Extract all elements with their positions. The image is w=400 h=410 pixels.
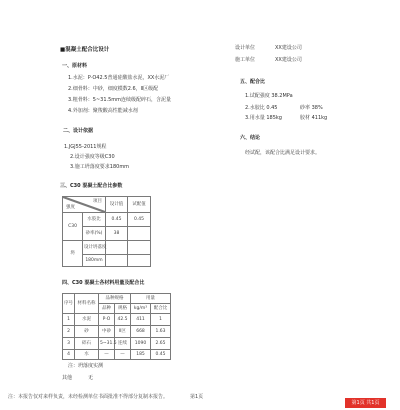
conclusion-heading: 六、结论 [240, 135, 261, 141]
table-header-row [63, 294, 171, 304]
table-header-row [63, 197, 151, 213]
table-cell: 411 [131, 314, 151, 326]
diagonal-header-top: 项目 [93, 199, 102, 204]
group-label-cell: C30 [63, 213, 83, 241]
trial-cell [128, 227, 151, 241]
calculation-line: 2.水胶比 0.45 [245, 105, 278, 111]
basis-heading: 二、设计依据 [63, 128, 94, 134]
table-cell: 水 [75, 350, 99, 360]
column-subheader: kg/m³ [131, 304, 151, 314]
item-cell: 设计坍落度 [83, 241, 106, 255]
table-cell: 42.5 [115, 314, 131, 326]
column-subheader: 配合比 [151, 304, 171, 314]
item-cell: 180mm [83, 255, 106, 267]
trial-cell: 0.45 [128, 213, 151, 227]
table-row [63, 338, 171, 350]
footer-notice: 注：本报告仅对来样负责，未经检测单位书面批准不得部分复制本报告。 [8, 394, 169, 400]
trial-cell [128, 255, 151, 267]
materials-heading: 一、原材料 [62, 63, 88, 69]
table-cell: 1.63 [151, 326, 171, 338]
diagonal-header-cell [63, 197, 106, 213]
table-cell: 3 [63, 338, 75, 350]
column-subheader: 规格 [115, 304, 131, 314]
calculation-line-extra: 胶材 411kg [300, 115, 328, 121]
table-cell: 0.45 [151, 350, 171, 360]
design-cell: 0.45 [106, 213, 128, 227]
table-cell: 1 [151, 314, 171, 326]
materials-table-heading: 四、C30 混凝土各材料用量及配合比 [62, 280, 145, 286]
item-cell: 砂率(%) [83, 227, 106, 241]
table-row [63, 314, 171, 326]
column-header: 用量 [131, 294, 171, 304]
materials-item: 4.外加剂：聚羧酸高性能减水剂 [68, 108, 138, 114]
table-note: 注：坍落度实测 [68, 363, 104, 369]
column-header: 试配值 [128, 197, 151, 213]
trial-cell [128, 241, 151, 255]
mix-parameters-table [62, 196, 151, 267]
basis-item: 3.施工坍落度要求180mm [70, 164, 130, 170]
other-value: 无 [88, 375, 94, 381]
party-value: XX建设公司 [275, 45, 302, 51]
table-cell: Ⅱ区 [115, 326, 131, 338]
table-cell: 1 [63, 314, 75, 326]
table-cell: 中砂 [99, 326, 115, 338]
group-label-cell: 坍 [63, 241, 83, 267]
table-row [63, 213, 151, 227]
table-cell: 碎石 [75, 338, 99, 350]
table-cell: — [115, 350, 131, 360]
design-cell: 38 [106, 227, 128, 241]
column-subheader: 品种 [99, 304, 115, 314]
table-row [63, 326, 171, 338]
design-cell [106, 255, 128, 267]
table-row [63, 350, 171, 360]
party-label: 施工单位 [235, 57, 256, 63]
materials-item: 2.细骨料：中砂，细度模数2.6，Ⅱ区级配 [68, 86, 159, 92]
footer-page-number: 第1页 [190, 394, 204, 400]
table-row [63, 241, 151, 255]
column-header: 材料名称 [75, 294, 99, 314]
diagonal-header-bottom: 强度 [66, 205, 75, 210]
calculation-heading: 五、配合比 [240, 79, 266, 85]
table-cell: 185 [131, 350, 151, 360]
table-cell: 砂 [75, 326, 99, 338]
materials-item: 3.粗骨料：5~31.5mm连续级配碎石，含泥量 [68, 97, 172, 103]
materials-dosage-table [62, 293, 171, 360]
table-cell: P·O [99, 314, 115, 326]
table-cell: 水泥 [75, 314, 99, 326]
mix-parameters-heading: 三、C30 混凝土配合比参数 [60, 183, 123, 189]
materials-item: 1.水泥：P·O42.5普通硅酸盐水泥，XX水泥厂 [68, 75, 170, 81]
conclusion-text: 经试配，该配合比满足设计要求。 [245, 150, 321, 156]
calculation-line-extra: 砂率 38% [300, 105, 323, 111]
column-header: 品种规格 [99, 294, 131, 304]
calculation-line: 3.用水量 185kg [245, 115, 282, 121]
item-cell: 水胶比 [83, 213, 106, 227]
basis-item: 2.设计强度等级C30 [70, 154, 115, 160]
party-label: 设计单位 [235, 45, 256, 51]
table-cell: 4 [63, 350, 75, 360]
design-cell [106, 241, 128, 255]
calculation-line: 1.试配强度 38.2MPa [245, 93, 293, 99]
table-cell: — [99, 350, 115, 360]
table-cell: 5~31.5 [99, 338, 115, 350]
page-badge: 第1页 共1页 [345, 398, 386, 408]
table-cell: 连续 [115, 338, 131, 350]
other-label: 其他 [62, 375, 73, 381]
party-value: XX建设公司 [275, 57, 302, 63]
column-header: 设计值 [106, 197, 128, 213]
basis-item: 1.JGJ55-2011规程 [64, 144, 107, 150]
table-cell: 668 [131, 326, 151, 338]
table-cell: 2.65 [151, 338, 171, 350]
column-header: 序号 [63, 294, 75, 314]
table-cell: 1090 [131, 338, 151, 350]
document-title: ■混凝土配合比设计 [60, 47, 110, 53]
table-cell: 2 [63, 326, 75, 338]
